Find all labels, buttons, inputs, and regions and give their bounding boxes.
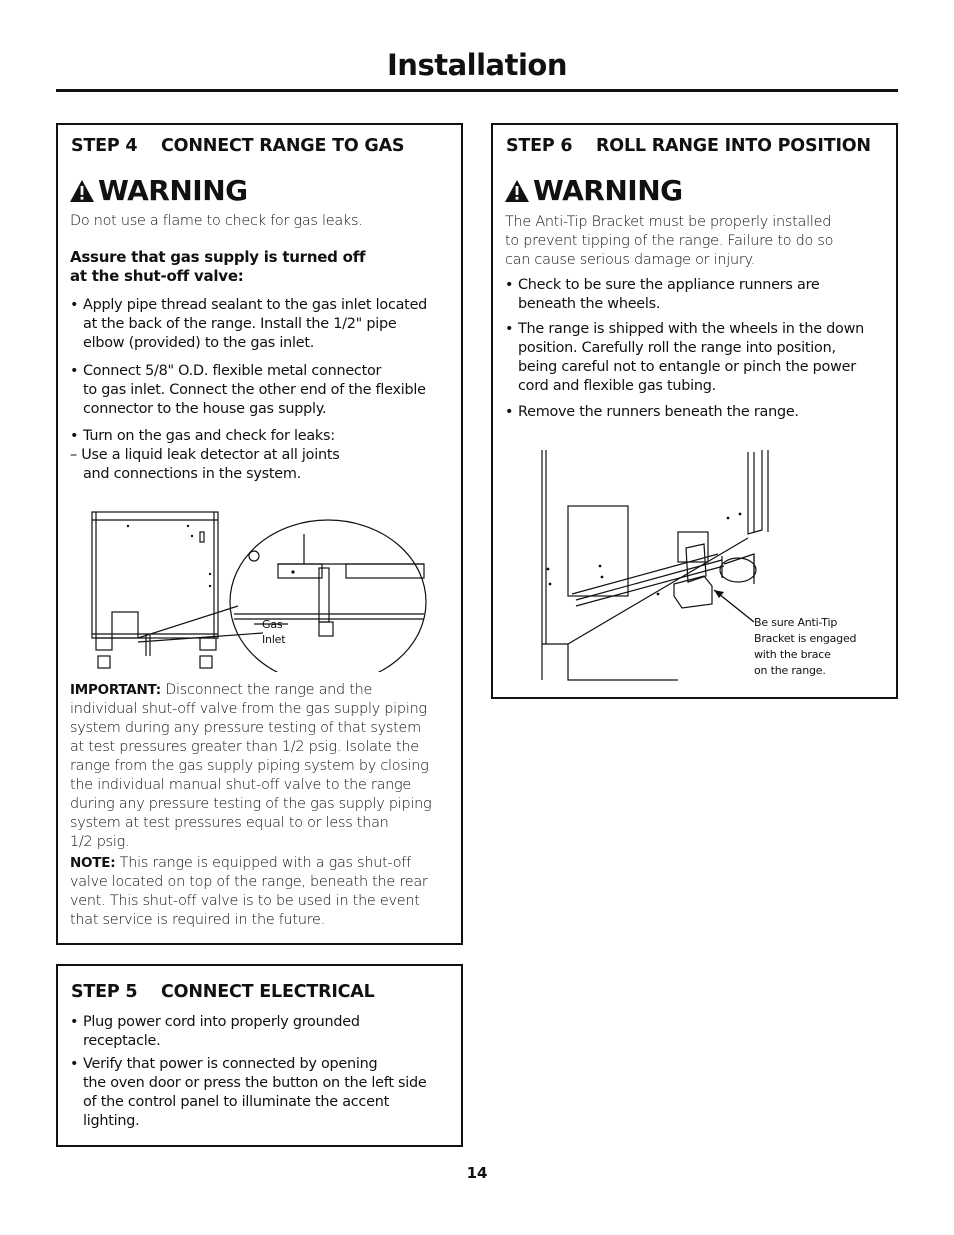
step-number: STEP 4	[71, 136, 138, 156]
step4-warning-text: Do not use a flame to check for gas leaks.	[70, 213, 363, 229]
figure-label-gas: Gas	[262, 618, 283, 631]
bullet-line: the oven door or press the button on the left side	[83, 1075, 427, 1091]
bullet-line: and connections in the system.	[70, 466, 301, 482]
step6-bullet-1: • Check to be sure the appliance runners are beneath the wheels.	[505, 277, 820, 312]
assure-line-2: at the shut-off valve:	[70, 267, 244, 285]
anti-tip-callout	[754, 615, 856, 679]
important-line: range from the gas supply piping system by closing	[70, 758, 429, 774]
step4-bullet-1: • Apply pipe thread sealant to the gas inlet located at the back of the range. Install the 1/2" pipe elbow (provided) to the gas inlet.	[70, 297, 428, 351]
step4-heading	[71, 136, 404, 156]
bullet-line: lighting.	[83, 1113, 140, 1129]
important-line: the individual manual shut-off valve to the range	[70, 777, 412, 793]
bullet-line: elbow (provided) to the gas inlet.	[83, 335, 315, 351]
warning-line: to prevent tipping of the range. Failure to do so	[505, 233, 834, 249]
important-line: system at test pressures equal to or less than	[70, 815, 389, 831]
callout-line: Be sure Anti-Tip	[754, 616, 838, 629]
important-label: IMPORTANT:	[70, 682, 161, 698]
bullet-line: Check to be sure the appliance runners are	[518, 277, 820, 293]
bullet-line: of the control panel to illuminate the accent	[83, 1094, 389, 1110]
important-line: 1/2 psig.	[70, 834, 130, 850]
figure-label-inlet: Inlet	[262, 633, 286, 646]
warning-label: WARNING	[98, 174, 248, 207]
gas-inlet-figure	[88, 506, 433, 672]
step6-warning-heading	[504, 174, 683, 207]
bullet-line: receptacle.	[83, 1033, 161, 1049]
bullet-line: Plug power cord into properly grounded	[83, 1014, 360, 1030]
important-line: Disconnect the range and the	[160, 682, 373, 698]
important-line: at test pressures greater than 1/2 psig. Isolate the	[70, 739, 419, 755]
page-number: 14	[466, 1164, 488, 1182]
step6-bullet-3: • Remove the runners beneath the range.	[505, 404, 799, 420]
title-rule	[56, 89, 898, 92]
page-title: Installation	[387, 48, 567, 82]
bullet-line: position. Carefully roll the range into position,	[518, 340, 836, 356]
bullet-line: Turn on the gas and check for leaks:	[83, 428, 335, 444]
step4-warning-heading	[69, 174, 248, 207]
bullet-line: – Use a liquid leak detector at all joints	[70, 447, 340, 463]
note-label: NOTE:	[70, 855, 116, 871]
important-line: during any pressure testing of the gas supply piping	[70, 796, 432, 812]
warning-triangle-icon	[504, 179, 530, 203]
step5-heading	[71, 982, 375, 1002]
note-line: valve located on top of the range, beneath the rear	[70, 874, 428, 890]
bullet-line: Verify that power is connected by opening	[83, 1056, 378, 1072]
step6-warning-text	[505, 213, 833, 270]
step6-bullet-2: • The range is shipped with the wheels in the down position. Carefully roll the range into position, being careful not to entangle or pinch the power cord and flexible gas tubing.	[505, 321, 864, 394]
step-number: STEP 6	[506, 136, 573, 156]
warning-line: can cause serious damage or injury.	[505, 252, 756, 268]
bullet-line: at the back of the range. Install the 1/2" pipe	[83, 316, 397, 332]
warning-triangle-icon	[69, 179, 95, 203]
callout-line: with the brace	[754, 648, 831, 661]
bullet-line: cord and flexible gas tubing.	[518, 378, 716, 394]
step4-bullet-3: • Turn on the gas and check for leaks: – Use a liquid leak detector at all joints and connections in the system.	[70, 428, 340, 482]
important-paragraph	[70, 681, 460, 852]
warning-label: WARNING	[533, 174, 683, 207]
bullet-line: Connect 5/8" O.D. flexible metal connector	[83, 363, 382, 379]
bullet-line: being careful not to entangle or pinch the power	[518, 359, 856, 375]
note-paragraph	[70, 854, 460, 930]
important-line: system during any pressure testing of that system	[70, 720, 421, 736]
bullet-line: to gas inlet. Connect the other end of the flexible	[83, 382, 426, 398]
callout-line: on the range.	[754, 664, 826, 677]
bullet-line: Apply pipe thread sealant to the gas inlet located	[83, 297, 428, 313]
step-title: CONNECT ELECTRICAL	[161, 982, 375, 1002]
note-line: that service is required in the future.	[70, 912, 325, 928]
step4-bullet-2: • Connect 5/8" O.D. flexible metal connector to gas inlet. Connect the other end of the flexible connector to the house gas supply.	[70, 363, 426, 417]
step-number: STEP 5	[71, 982, 138, 1002]
step6-heading	[506, 136, 871, 156]
step-title: CONNECT RANGE TO GAS	[161, 136, 405, 156]
step5-bullet-1: • Plug power cord into properly grounded receptacle.	[70, 1014, 360, 1049]
bullet-line: connector to the house gas supply.	[83, 401, 327, 417]
callout-line: Bracket is engaged	[754, 632, 857, 645]
bullet-line: beneath the wheels.	[518, 296, 661, 312]
assure-line-1: Assure that gas supply is turned off	[70, 248, 366, 266]
note-line: This range is equipped with a gas shut-off	[115, 855, 411, 871]
note-line: vent. This shut-off valve is to be used in the event	[70, 893, 420, 909]
anti-tip-bracket-figure	[528, 444, 778, 684]
important-line: individual shut-off valve from the gas supply piping	[70, 701, 427, 717]
bullet-line: The range is shipped with the wheels in the down	[518, 321, 864, 337]
warning-line: The Anti-Tip Bracket must be properly installed	[505, 214, 832, 230]
bullet-line: Remove the runners beneath the range.	[518, 404, 799, 420]
step-title: ROLL RANGE INTO POSITION	[596, 136, 871, 156]
step5-bullet-2: • Verify that power is connected by opening the oven door or press the button on the left side of the control panel to illuminate the accent lighting.	[70, 1056, 427, 1129]
